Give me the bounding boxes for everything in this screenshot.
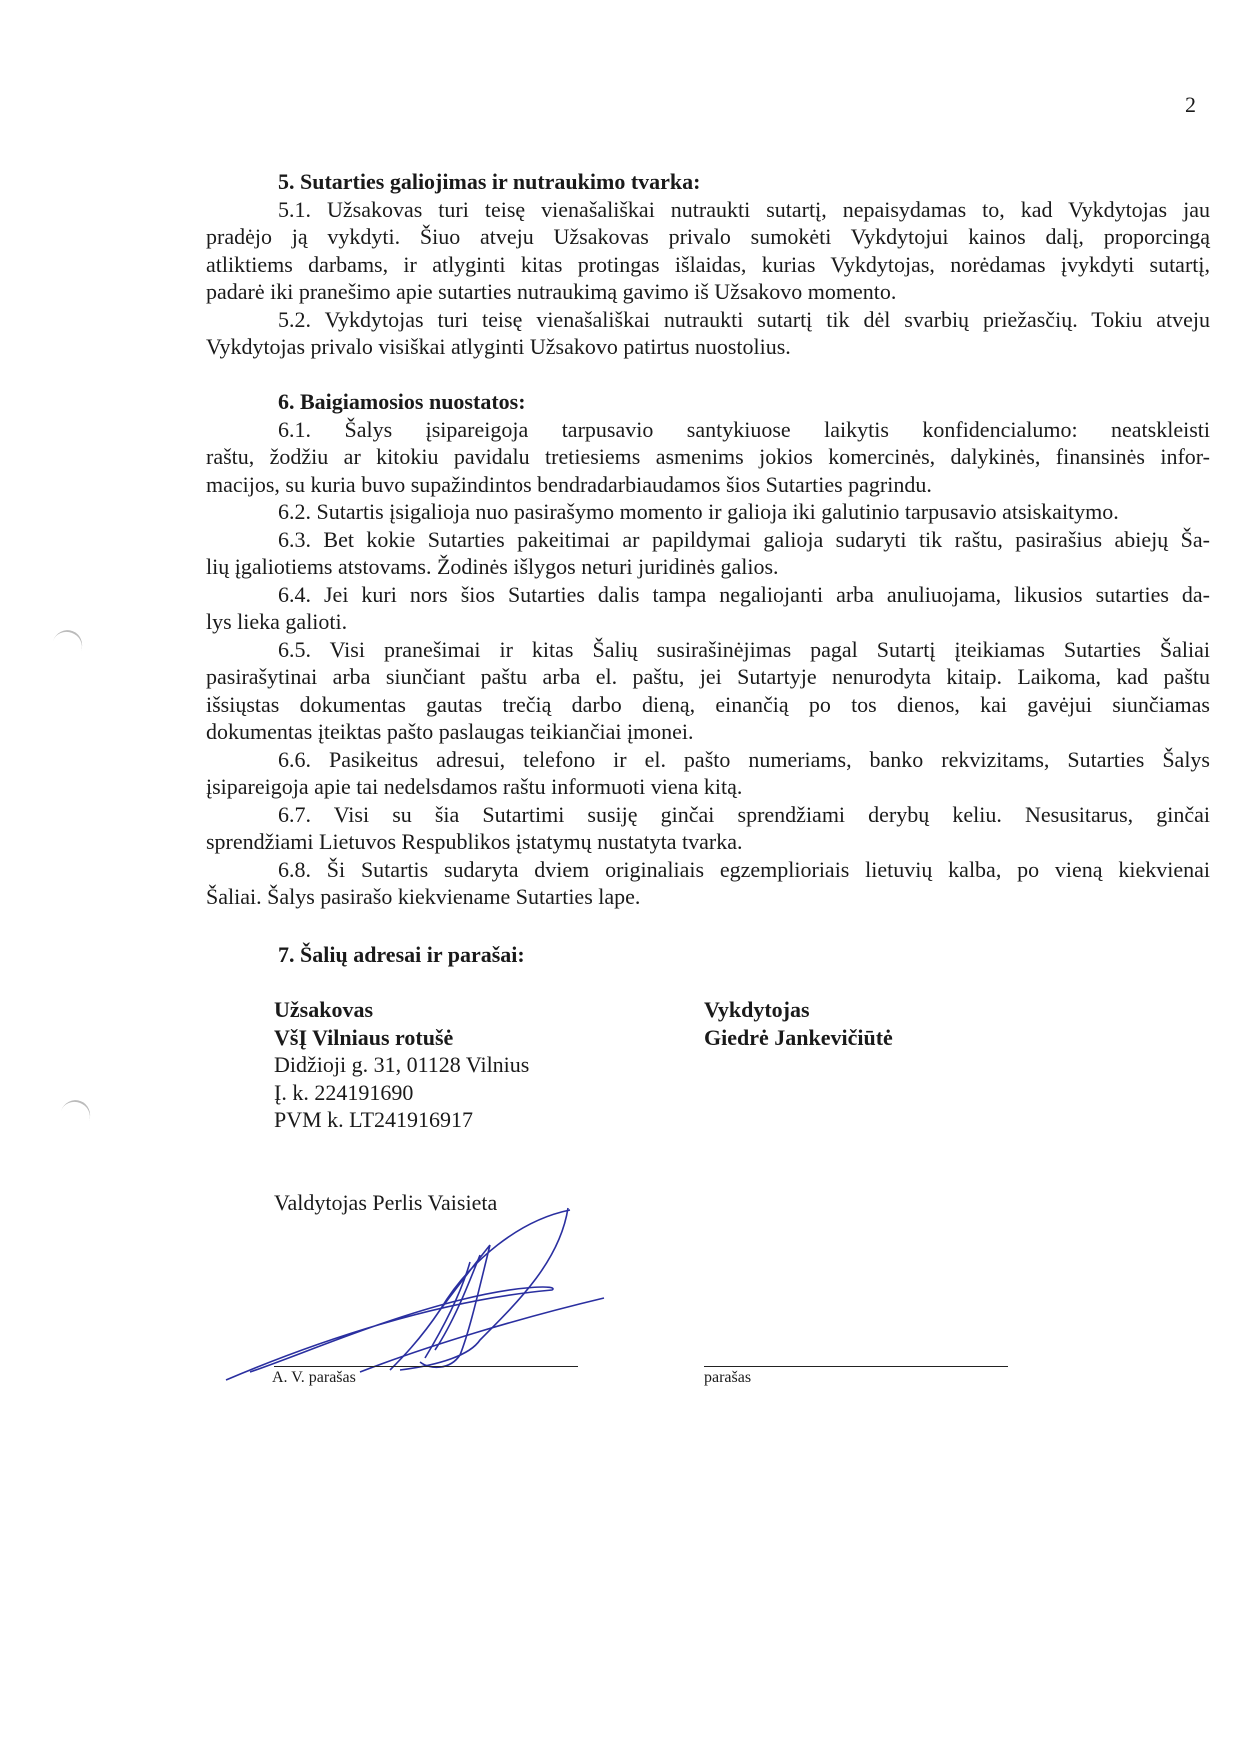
section-heading: 5. Sutarties galiojimas ir nutraukimo tvarka: <box>278 169 701 194</box>
text-line: 6.1. Šalys įsipareigoja tarpusavio santykiuose laikytis konfidencialumo: neatskleisti <box>278 416 1210 442</box>
text-line: Šaliai. Šalys pasirašo kiekviename Sutarties lape. <box>206 884 641 909</box>
section-7 <box>206 941 1210 969</box>
text-line: macijos, su kuria buvo supažindintos bendradarbiaudamos šios Sutarties pagrindu. <box>206 471 932 497</box>
section-6 <box>206 388 1210 911</box>
text-line: pradėjo ją vykdyti. Šiuo atveju Užsakovas privalo sumokėti Vykdytojui kainos dalį, proporcingą <box>206 224 1210 249</box>
text-line: lių įgaliotiems atstovams. Žodinės išlygos neturi juridinės galios. <box>206 554 779 579</box>
contractor-signature-label: parašas <box>704 1369 752 1386</box>
section-heading: 6. Baigiamosios nuostatos: <box>278 389 526 414</box>
paragraph <box>206 306 1210 361</box>
contractor-block <box>704 996 893 1051</box>
customer-vat-code: PVM k. LT241916917 <box>274 1107 474 1132</box>
customer-role: Užsakovas <box>274 997 374 1022</box>
text-line: sprendžiami Lietuvos Respublikos įstatymų nustatyta tvarka. <box>206 829 743 854</box>
text-line: atliktiems darbams, ir atlyginti kitas protingas išlaidas, kurias Vykdytojas, norėdamas įvykdyti sutartį, <box>206 251 1210 277</box>
paragraph <box>206 581 1210 636</box>
text-line: įsipareigoja apie tai nedelsdamos raštu informuoti viena kitą. <box>206 774 743 799</box>
text-line: lys lieka galioti. <box>206 609 348 634</box>
paragraph <box>206 416 1210 499</box>
customer-signature-label: A. V. parašas <box>272 1369 356 1386</box>
punch-hole-mark <box>47 626 86 666</box>
contractor-signature-line <box>704 1366 1008 1367</box>
customer-company-code: Į. k. 224191690 <box>274 1079 414 1105</box>
text-line: 5.1. Užsakovas turi teisę vienašališkai nutraukti sutartį, nepaisydamas to, kad Vykdytojas jau <box>278 196 1210 222</box>
text-line: padarė iki pranešimo apie sutarties nutraukimą gavimo iš Užsakovo momento. <box>206 279 897 304</box>
text-line: 6.2. Sutartis įsigalioja nuo pasirašymo momento ir galioja iki galutinio tarpusavio atsiskaitymo. <box>278 499 1119 524</box>
text-line: dokumentas įteiktas pašto paslaugas teikiančiai įmonei. <box>206 719 694 744</box>
customer-signature-line <box>274 1366 578 1367</box>
paragraph <box>206 636 1210 746</box>
paragraph <box>206 746 1210 801</box>
text-line: 6.5. Visi pranešimai ir kitas Šalių susirašinėjimas pagal Sutartį įteikiamas Sutarties Šaliai <box>278 636 1210 662</box>
text-line: Vykdytojas privalo visiškai atlyginti Užsakovo patirtus nuostolius. <box>206 334 791 359</box>
customer-address: Didžioji g. 31, 01128 Vilnius <box>274 1052 530 1077</box>
text-line: 6.7. Visi su šia Sutartimi susiję ginčai sprendžiami derybų keliu. Nesusitarus, ginčai <box>278 801 1210 827</box>
paragraph <box>206 196 1210 306</box>
paragraph <box>206 498 1210 526</box>
section-heading: 7. Šalių adresai ir parašai: <box>278 942 525 967</box>
text-line: 6.6. Pasikeitus adresui, telefono ir el. pašto numeriams, banko rekvizitams, Sutarties Šalys <box>278 746 1210 772</box>
paragraph <box>206 526 1210 581</box>
section-5 <box>206 168 1210 361</box>
text-line: 6.8. Ši Sutartis sudaryta dviem originaliais egzemplioriais lietuvių kalba, po vieną kiekvienai <box>278 856 1210 882</box>
punch-hole-mark <box>55 1096 94 1136</box>
text-line: pasirašytinai arba siunčiant paštu arba el. paštu, jei Sutartyje nenurodyta kitaip. Laikoma, kad paštu <box>206 664 1210 689</box>
text-line: raštu, žodžiu ar kitokiu pavidalu tretiesiems asmenims jokios komercinės, dalykinės, finansinės infor- <box>206 444 1210 469</box>
paragraph <box>206 801 1210 856</box>
paragraph <box>206 856 1210 911</box>
text-line: 6.4. Jei kuri nors šios Sutarties dalis tampa negaliojanti arba anuliuojama, likusios sutarties da- <box>278 581 1210 607</box>
customer-name: VšĮ Vilniaus rotušė <box>274 1024 454 1050</box>
contractor-role: Vykdytojas <box>704 997 810 1022</box>
text-line: išsiųstas dokumentas gautas trečią darbo dieną, einančią po tos dienos, kai gavėjui siunčiamas <box>206 691 1210 717</box>
contractor-name: Giedrė Jankevičiūtė <box>704 1024 893 1050</box>
text-line: 5.2. Vykdytojas turi teisę vienašališkai nutraukti sutartį tik dėl svarbių priežasčių. Tokiu atveju <box>278 306 1210 332</box>
page-number: 2 <box>1185 92 1196 117</box>
customer-representative: Valdytojas Perlis Vaisieta <box>274 1190 498 1215</box>
customer-block <box>274 996 529 1134</box>
text-line: 6.3. Bet kokie Sutarties pakeitimai ar papildymai galioja sudaryti tik raštu, pasirašius abiejų Ša- <box>278 526 1210 552</box>
